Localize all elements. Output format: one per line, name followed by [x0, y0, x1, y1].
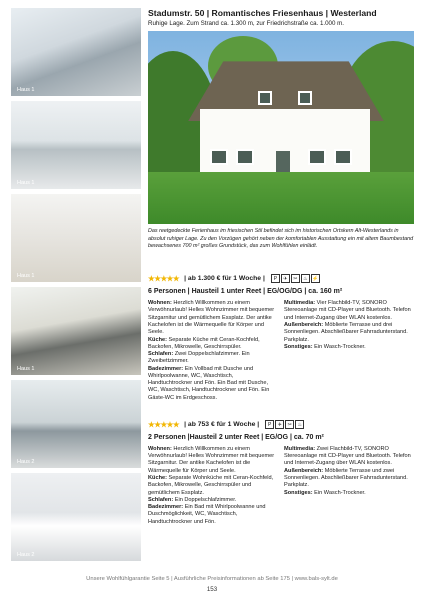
thumbnail-caption: Haus 1 [17, 180, 35, 186]
thumbnail-photo [11, 287, 141, 375]
pet-icon: ✂ [291, 274, 300, 283]
star-rating: ★★★★★ [148, 274, 180, 284]
parking-icon: P [271, 274, 280, 283]
details-left: Wohnen: Herzlich Willkommen zu einem Verwöhnurlaub! Helles Wohnzimmer mit bequemer Sitzgarnitur und gemütlichem Essplatz. Der antike Kachelofen ist die Wärmequelle für Körper und Seele. Küche: Separate Küche mit Ceran-Kochfeld, Backofen, Mikrowelle, Geschirrspüler. Schlafen: Zwei Doppelschlafzimmer. Ein Zweibettzimmer. Badezimmer: Ein Vollbad mit Dusche und Whirlpoolwanne, WC, Waschtisch, Handtuchtrockner und Fön. Ein Bad mit Dusche, WC, Waschtisch, Handtuchtrockner und Fön. Ein Gäste-WC im Erdgeschoss. [148, 300, 275, 401]
thumbnail-caption: Haus 1 [17, 273, 35, 279]
pet-icon: ✂ [285, 420, 294, 429]
thumbnail-photo [11, 194, 141, 282]
sauna-icon: ♨ [301, 274, 310, 283]
price-label: | ab 753 € für 1 Woche | [184, 420, 260, 428]
hero-caption: Das reetgedeckte Ferienhaus im friesischen Stil befindet sich im historischen Ortskern Alt-Westerlands in absolut ruhiger Lage. Zu den Vorzügen gehört neben der komfortablen Ausstattung ein mit altem Baumbestand bewachsenes 700 m² großes Grundstück, das zum Wohlfühlen einlädt. [148, 228, 414, 249]
amenity-icons [271, 274, 320, 283]
page-footer: Unsere Wohlfühlgarantie Seite 5 | Ausführliche Preisinformationen ab Seite 175 | www.bals-sylt.de [86, 576, 338, 582]
page-subtitle: Ruhige Lage. Zum Strand ca. 1.300 m, zur Friedrichstraße ca. 1.000 m. [148, 20, 345, 28]
unit-heading: 6 Personen | Hausteil 1 unter Reet | EG/OG/DG | ca. 160 m² [148, 288, 343, 296]
unit-rating-row [148, 274, 414, 283]
fireplace-icon: ⚡ [312, 276, 319, 283]
thumbnail-photo [11, 8, 141, 96]
details-right: Multimedia: Vier Flachbild-TV, SONORO Stereoanlage mit CD-Player und Bluetooth. Telefon und Internet-Zugang über WLAN kostenlos. Außenbereich: Möblierte Terrasse und drei Sonnenliegen. Abschließbarer Fahrradunterstand. Parkplatz. Sonstiges: Ein Wasch-Trockner. [284, 300, 411, 350]
thumbnail-caption: Haus 2 [17, 459, 35, 465]
details-left: Wohnen: Herzlich Willkommen zu einem Verwöhnurlaub! Helles Wohnzimmer mit bequemer Sitzgarnitur. Der antike Kachelofen ist die Wärmequelle für Körper und Seele. Küche: Separate Wohnküche mit Ceran-Kochfeld, Backofen, Mikrowelle, Geschirrspüler und gemütlichem Essplatz. Schlafen: Ein Doppelschlafzimmer. Badezimmer: Ein Bad mit Whirlpoolwanne und Duschmöglichkeit, WC, Waschtisch, Handtuchtrockner und Fön. [148, 445, 275, 525]
page-number: 153 [206, 586, 218, 593]
unit-details [148, 300, 414, 402]
parking-icon: P [265, 420, 274, 429]
thumbnail-caption: Haus 1 [17, 87, 35, 93]
thumbnail-column [11, 8, 141, 566]
price-label: | ab 1.300 € für 1 Woche | [184, 275, 265, 283]
unit-rating-row [148, 420, 414, 429]
star-rating: ★★★★★ [148, 419, 180, 429]
page-title: Stadumstr. 50 | Romantisches Friesenhaus | Westerland [148, 8, 377, 18]
thumbnail-photo [11, 101, 141, 189]
sauna-icon: ♨ [295, 420, 304, 429]
main-content [148, 8, 414, 526]
thumbnail-caption: Haus 2 [17, 552, 35, 558]
thumbnail-photo [11, 380, 141, 468]
details-right: Multimedia: Zwei Flachbild-TV, SONORO Stereoanlage mit CD-Player und Bluetooth. Telefon und Internet-Zugang über WLAN kostenlos. Außenbereich: Möblierte Terrasse und zwei Sonnenliegen. Abschließbarer Fahrradunterstand. Parkplatz. Sonstiges: Ein Wasch-Trockner. [284, 445, 411, 496]
hero-house-photo [148, 31, 414, 224]
unit-details [148, 446, 414, 526]
nonsmoking-icon: ✈ [275, 420, 284, 429]
nonsmoking-icon: ✈ [281, 274, 290, 283]
amenity-icons [265, 420, 304, 429]
thumbnail-caption: Haus 1 [17, 366, 35, 372]
unit-heading: 2 Personen |Hausteil 2 unter Reet | EG/OG | ca. 70 m² [148, 433, 324, 441]
thumbnail-photo [11, 473, 141, 561]
